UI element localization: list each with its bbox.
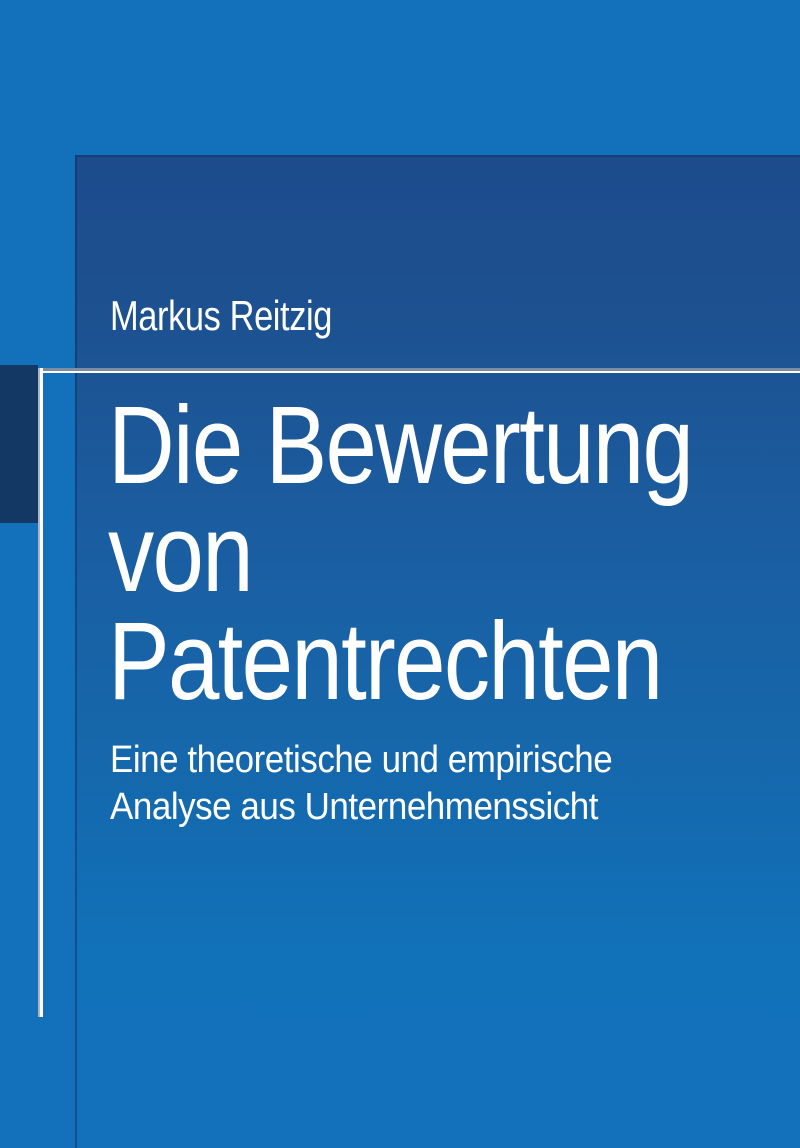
frame-horizontal-line xyxy=(38,368,800,373)
frame-vertical-line xyxy=(38,368,43,1017)
title-line-3: Patentrechten xyxy=(108,600,662,723)
subtitle-line-1: Eine theoretische und empirische xyxy=(110,739,613,781)
title-line-1: Die Bewertung xyxy=(108,384,693,507)
subtitle-line-2: Analyse aus Unternehmenssicht xyxy=(110,786,599,828)
book-title xyxy=(108,384,693,723)
author-name: Markus Reitzig xyxy=(110,292,333,339)
title-line-2: von xyxy=(108,492,252,615)
book-subtitle xyxy=(110,737,612,831)
accent-block xyxy=(0,365,38,523)
